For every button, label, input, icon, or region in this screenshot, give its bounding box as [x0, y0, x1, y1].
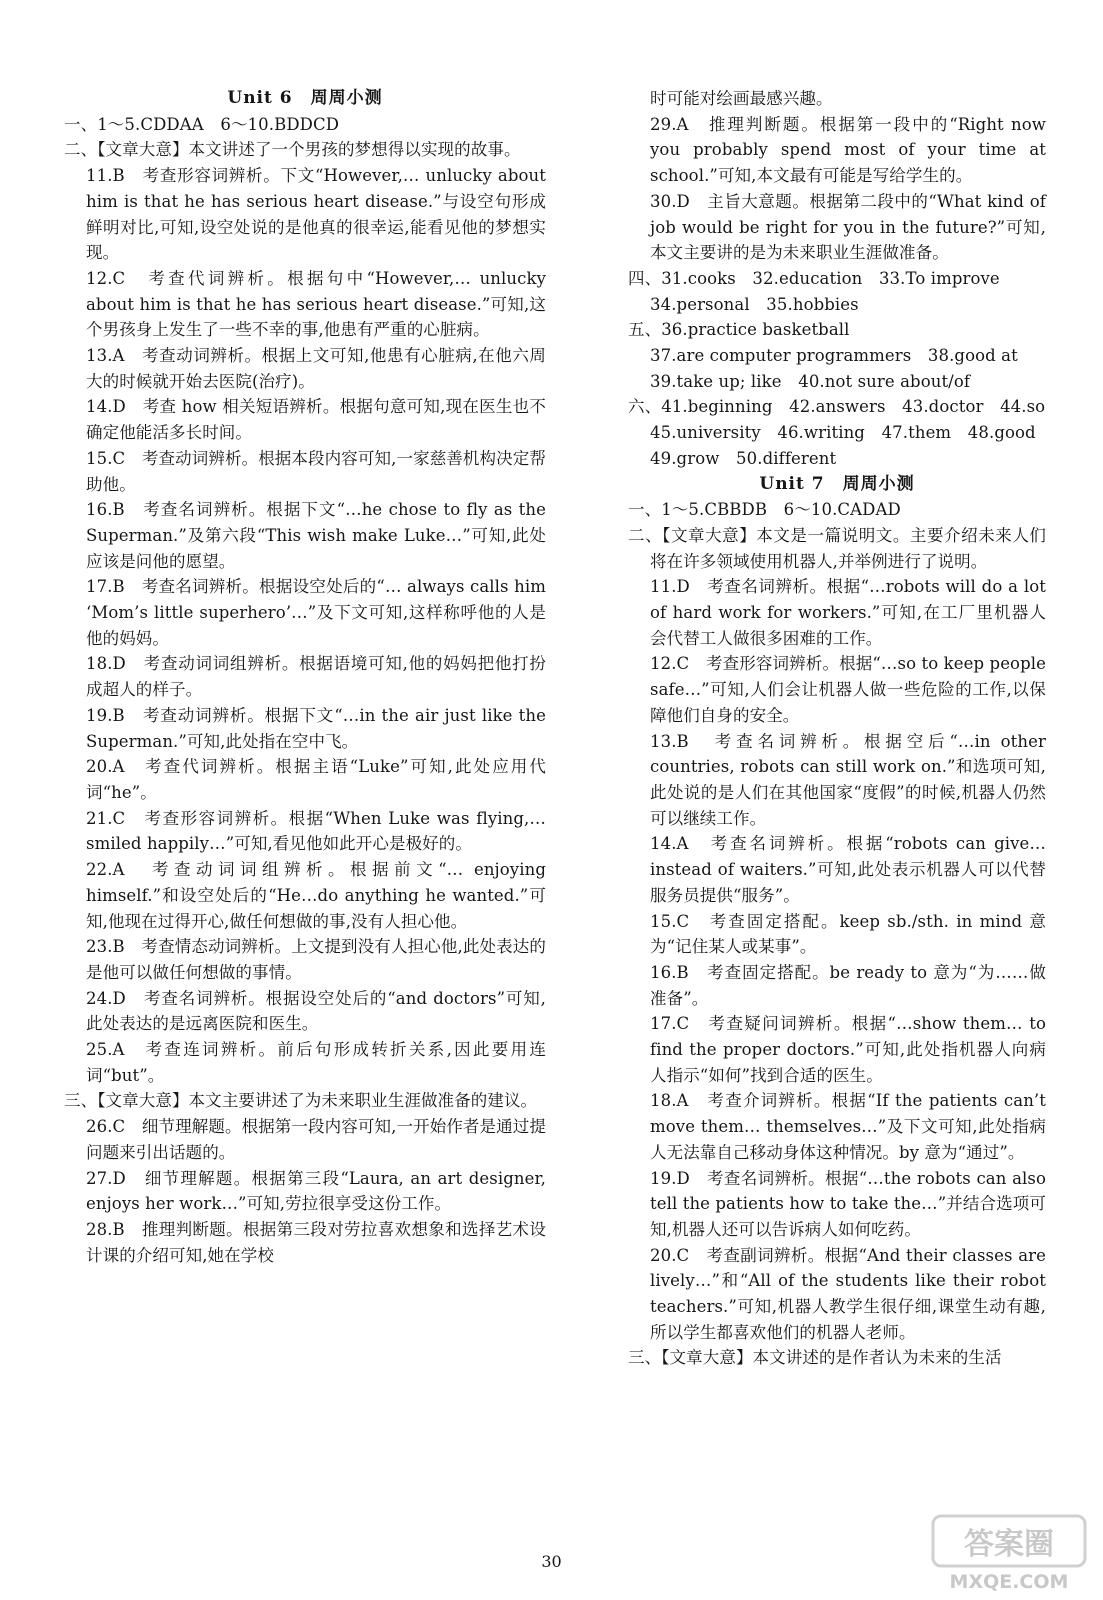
section-line: 三、【文章大意】本文主要讲述了为未来职业生涯做准备的建议。 [64, 1091, 538, 1111]
answer-item: 29.A 推理判断题。根据第一段中的“Right now you probably spend most of your time at school.”可知,本文最有可能是写给学生的。 [650, 114, 1052, 186]
answer-item: 24.D 考查名词辨析。根据设空处后的“and doctors”可知,此处表达的是远离医院和医生。 [86, 988, 546, 1034]
answer-item: 30.D 主旨大意题。根据第二段中的“What kind of job would be right for you in the future?”可知,本文主要讲的是为未来职业生涯做准备。 [650, 191, 1052, 263]
answer-item: 16.B 考查名词辨析。根据下文“…he chose to fly as the Superman.”及第六段“This wish make Luke…”可知,此处应该是问他的愿望。 [86, 500, 552, 571]
watermark-logo [929, 1512, 1089, 1596]
answer-item: 15.C 考查固定搭配。keep sb./sth. in mind 意为“记住某人或某事”。 [650, 911, 1046, 957]
left-column [64, 86, 552, 1268]
answer-item: 20.A 考查代词辨析。根据主语“Luke”可知,此处应用代词“he”。 [86, 757, 546, 802]
answer-item: 12.C 考查形容词辨析。根据“…so to keep people safe…”可知,人们会让机器人做一些危险的工作,以保障他们自身的安全。 [650, 654, 1052, 725]
section-line: 四、31.cooks 32.education 33.To improve [628, 268, 1000, 288]
answer-item: 25.A 考查连词辨析。前后句形成转折关系,因此要用连词“but”。 [86, 1040, 546, 1085]
answer-item: 17.B 考查名词辨析。根据设空处后的“… always calls him ‘Mom’s little superhero’…”及下文可知,这样称呼他的人是他的妈妈。 [86, 577, 552, 648]
answer-item: 27.D 细节理解题。根据第三段“Laura, an art designer, enjoys her work…”可知,劳拉很享受这份工作。 [86, 1168, 552, 1214]
answer-item: 34.personal 35.hobbies [650, 294, 859, 314]
answer-item: 17.C 考查疑问词辨析。根据“…show them… to find the proper doctors.”可知,此处指机器人向病人指示“如何”找到合适的医生。 [650, 1014, 1052, 1085]
section-line: 一、1～5.CBBDB 6～10.CADAD [628, 500, 901, 520]
answer-item: 23.B 考查情态动词辨析。上文提到没有人担心他,此处表达的是他可以做任何想做的事情。 [86, 937, 546, 982]
answer-item: 49.grow 50.different [650, 448, 837, 468]
unit-title: Unit 7 周周小测 [759, 473, 915, 494]
answer-item: 18.A 考查介词辨析。根据“If the patients can’t move them… themselves…”及下文可知,此处指病人无法靠自己移动身体这种情况。by 意为“通过”。 [650, 1091, 1052, 1162]
page-number: 30 [541, 1552, 562, 1571]
right-column [628, 86, 1052, 1371]
answer-item: 12.C 考查代词辨析。根据句中“However,… unlucky about him is that he has serious heart disease.”可知,这个男孩身上发生了一些不幸的事,他患有严重的心脏病。 [86, 268, 552, 340]
answer-item: 14.D 考查 how 相关短语辨析。根据句意可知,现在医生也不确定他能活多长时间。 [86, 397, 546, 443]
section-line: 二、【文章大意】本文讲述了一个男孩的梦想得以实现的故事。 [64, 140, 521, 160]
watermark-url: MXQE.COM [949, 1571, 1069, 1593]
watermark-title: 答案圈 [964, 1527, 1054, 1562]
section-line: 二、【文章大意】本文是一篇说明文。主要介绍未来人们将在许多领域使用机器人,并举例进行了说明。 [628, 525, 1046, 571]
answer-item: 28.B 推理判断题。根据第三段对劳拉喜欢想象和选择艺术设计课的介绍可知,她在学校 [86, 1219, 546, 1265]
answer-item: 39.take up; like 40.not sure about/of [650, 371, 971, 391]
answer-item: 11.D 考查名词辨析。根据“…robots will do a lot of hard work for workers.”可知,在工厂里机器人会代替工人做很多困难的工作。 [650, 577, 1052, 648]
answer-item: 15.C 考查动词辨析。根据本段内容可知,一家慈善机构决定帮助他。 [86, 448, 546, 494]
answer-item: 26.C 细节理解题。根据第一段内容可知,一开始作者是通过提问题来引出话题的。 [86, 1117, 546, 1162]
answer-item: 18.D 考查动词词组辨析。根据语境可知,他的妈妈把他打扮成超人的样子。 [86, 654, 546, 700]
section-line: 三、【文章大意】本文讲述的是作者认为未来的生活 [628, 1348, 1002, 1368]
answer-item: 16.B 考查固定搭配。be ready to 意为“为……做准备”。 [650, 962, 1046, 1008]
unit-title: Unit 6 周周小测 [227, 88, 383, 108]
answer-item: 21.C 考查形容词辨析。根据“When Luke was flying,…smiled happily…”可知,看见他如此开心是极好的。 [86, 808, 546, 854]
answer-item: 37.are computer programmers 38.good at [650, 346, 1018, 366]
answer-item: 22.A 考查动词词组辨析。根据前文“… enjoying himself.”和设空处后的“He…do anything he wanted.”可知,他现在过得开心,做任何想做的事,没有人担心他。 [86, 860, 552, 931]
answer-item: 19.D 考查名词辨析。根据“…the robots can also tell the patients how to take the…”并结合选项可知,机器人还可以告诉病人如何吃药。 [650, 1168, 1052, 1239]
answer-item: 20.C 考查副词辨析。根据“And their classes are lively…”和“All of the students like their robot teachers.”可知,机器人教学生很仔细,课堂生动有趣,所以学生都喜欢他们的机器人老师。 [650, 1245, 1052, 1342]
section-line: 一、1～5.CDDAA 6～10.BDDCD [64, 114, 340, 134]
answer-item: 13.B 考查名词辨析。根据空后“…in other countries, robots can still work on.”和选项可知,此处说的是人们在其他国家“度假”的时候,机器人仍然可以继续工作。 [650, 731, 1052, 828]
answer-item: 14.A 考查名词辨析。根据“robots can give… instead of waiters.”可知,此处表示机器人可以代替服务员提供“服务”。 [650, 834, 1052, 905]
answer-item: 时可能对绘画最感兴趣。 [650, 89, 833, 108]
answer-item: 13.A 考查动词辨析。根据上文可知,他患有心脏病,在他六周大的时候就开始去医院(治疗)。 [86, 346, 546, 391]
answer-item: 19.B 考查动词辨析。根据下文“…in the air just like the Superman.”可知,此处指在空中飞。 [86, 705, 552, 751]
answer-item: 45.university 46.writing 47.them 48.good [650, 423, 1036, 443]
section-line: 六、41.beginning 42.answers 43.doctor 44.so [628, 397, 1046, 417]
answer-item: 11.B 考查形容词辨析。下文“However,… unlucky about him is that he has serious heart disease.”与设空句形成鲜明对比,可知,设空处说的是他真的很幸运,能看见他的梦想实现。 [86, 166, 552, 263]
section-line: 五、36.practice basketball [628, 320, 850, 340]
